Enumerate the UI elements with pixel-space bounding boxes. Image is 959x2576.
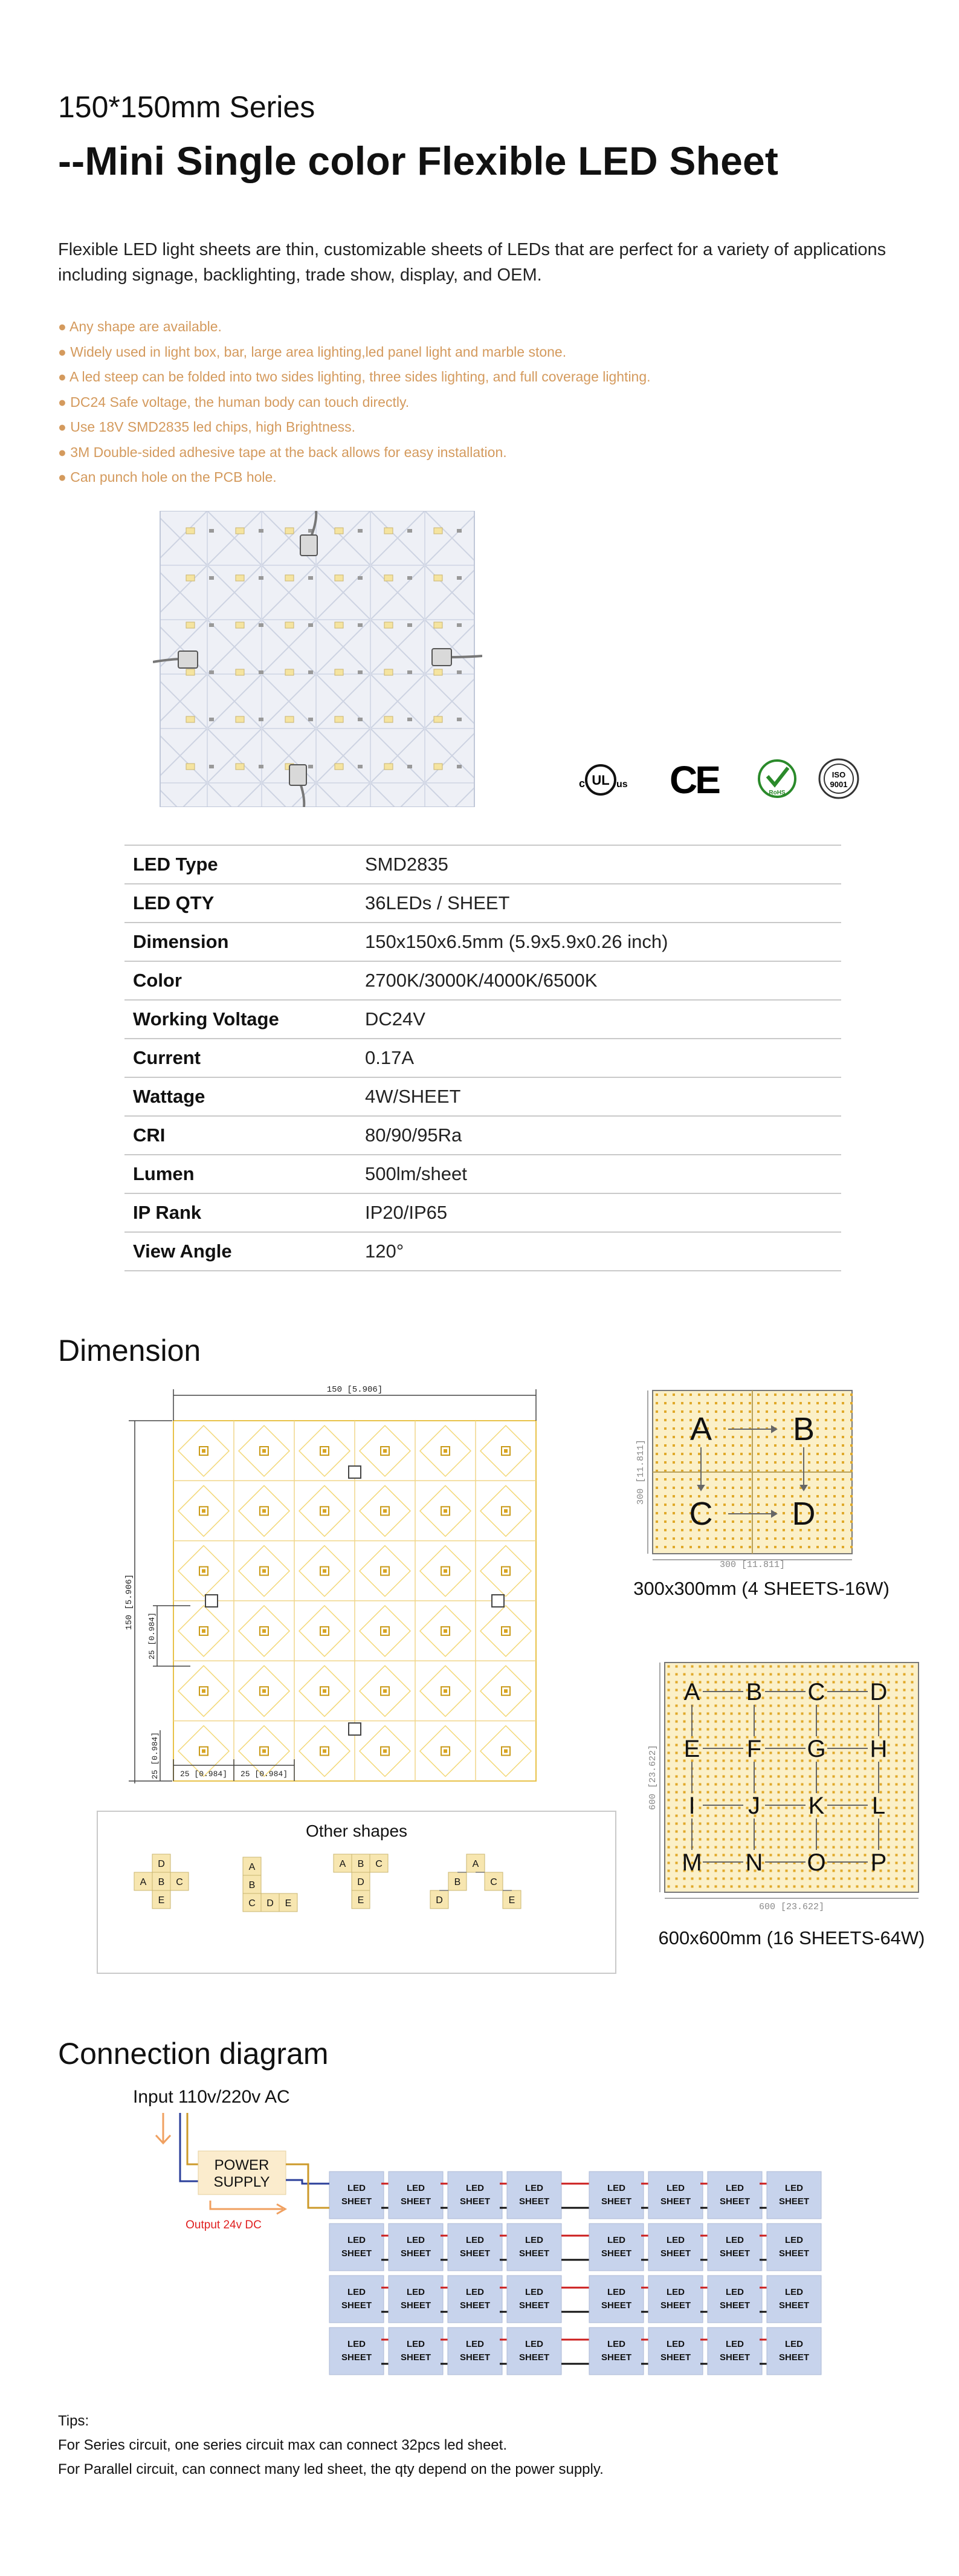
grid-4-sheets (628, 1384, 870, 1578)
other-shapes-diagram (104, 1848, 612, 1969)
svg-text:RoHS: RoHS (769, 790, 786, 796)
connection-diagram (121, 2080, 834, 2394)
bottom-edge-label: 25 [0.984] (179, 1770, 228, 1779)
shape-letter: A (472, 1859, 479, 1869)
led-sheet (648, 2276, 703, 2323)
grid-16-sheets (641, 1656, 931, 1916)
led-sheet-label: LED (726, 2183, 744, 2193)
led-sheet-label: LED (466, 2287, 484, 2297)
led-sheet-label: LED (525, 2183, 543, 2193)
shape-letter: B (454, 1877, 461, 1887)
tip-line: For Series circuit, one series circuit max can connect 32pcs led sheet. (58, 2437, 507, 2453)
product-led (434, 528, 442, 534)
spec-value: 36LEDs / SHEET (365, 892, 510, 913)
led-sheet-label: LED (466, 2339, 484, 2349)
led-sheet-label: SHEET (601, 2300, 632, 2311)
shape-letter: C (248, 1898, 256, 1909)
led-sheet-label: LED (466, 2235, 484, 2245)
intro-paragraph: Flexible LED light sheets are thin, customizable sheets of LEDs that are perfect for a variety of applications including signage, backlighting, trade show, display, and OEM. (58, 240, 886, 285)
product-resistor (407, 718, 412, 721)
product-resistor (457, 529, 462, 533)
product-led (285, 622, 294, 628)
shape-letter: E (357, 1895, 364, 1906)
product-resistor (358, 623, 363, 627)
led-sheet-label: LED (525, 2235, 543, 2245)
led-sheet-label: LED (667, 2287, 685, 2297)
product-led (236, 622, 244, 628)
grid4-letter: D (792, 1496, 816, 1532)
grid4-width-label: 300 [11.811] (719, 1560, 786, 1570)
led-sheet-label: SHEET (400, 2352, 431, 2363)
spec-label: CRI (133, 1124, 166, 1146)
grid16-letter: C (807, 1679, 825, 1705)
led-sheet-matrix (286, 2164, 821, 2375)
page-title: --Mini Single color Flexible LED Sheet (58, 138, 779, 183)
spec-row (124, 1000, 841, 1039)
spec-row (124, 1232, 841, 1271)
shape-letter: B (158, 1877, 165, 1887)
spec-label: Color (133, 970, 182, 991)
led-sheet (329, 2172, 384, 2219)
product-led (434, 716, 442, 722)
led-sheet (648, 2328, 703, 2375)
led-sheet-label: SHEET (660, 2196, 691, 2207)
led-sheet (389, 2276, 443, 2323)
spec-label: IP Rank (133, 1202, 202, 1223)
led-sheet-label: SHEET (400, 2300, 431, 2311)
top-dimension-label: 150 [5.906] (326, 1385, 383, 1395)
led-sheet (389, 2172, 443, 2219)
led-sheet-label: SHEET (660, 2248, 691, 2259)
led-sheet (507, 2276, 561, 2323)
spec-row (124, 1116, 841, 1155)
series-subtitle: 150*150mm Series (58, 90, 315, 124)
power-supply-label: SUPPLY (213, 2174, 270, 2190)
spec-label: Current (133, 1047, 201, 1068)
led-sheet-label: LED (407, 2183, 425, 2193)
spec-row (124, 961, 841, 1000)
led-sheet-label: LED (785, 2339, 803, 2349)
product-led (285, 575, 294, 581)
product-led (335, 622, 343, 628)
product-led (236, 528, 244, 534)
product-resistor (308, 765, 313, 768)
spec-value: DC24V (365, 1008, 425, 1030)
connection-heading: Connection diagram (58, 2037, 329, 2071)
product-photo (153, 511, 482, 807)
spec-value: 120° (365, 1241, 404, 1262)
product-resistor (457, 765, 462, 768)
spec-value: 500lm/sheet (365, 1163, 467, 1184)
shape-letter: C (490, 1877, 497, 1887)
led-sheet-label: SHEET (601, 2352, 632, 2363)
led-sheet-label: LED (607, 2287, 625, 2297)
product-led (186, 669, 195, 675)
pitch-dimension-label: 25 [0.984] (147, 1612, 157, 1660)
product-resistor (407, 670, 412, 674)
svg-text:c: c (579, 777, 586, 790)
product-led (434, 669, 442, 675)
led-sheet-label: LED (525, 2339, 543, 2349)
product-resistor (259, 529, 263, 533)
dimension-heading: Dimension (58, 1334, 201, 1367)
led-sheet-label: SHEET (778, 2248, 810, 2259)
product-led (434, 764, 442, 770)
product-resistor (308, 623, 313, 627)
grid16-letter: F (746, 1736, 762, 1762)
grid16-letter: A (683, 1679, 700, 1705)
input-label: Input 110v/220v AC (133, 2087, 290, 2107)
product-resistor (358, 670, 363, 674)
led-sheet-label: SHEET (778, 2352, 810, 2363)
spec-value: 0.17A (365, 1047, 415, 1068)
svg-text:UL: UL (592, 773, 610, 788)
product-led (384, 575, 393, 581)
led-sheet-label: LED (667, 2183, 685, 2193)
product-led (236, 716, 244, 722)
grid16-width-label: 600 [23.622] (758, 1902, 825, 1912)
dimension-board (173, 1421, 536, 1781)
shape-letter: B (357, 1859, 364, 1869)
grid4-caption: 300x300mm (4 SHEETS-16W) (633, 1578, 890, 1599)
product-resistor (259, 718, 263, 721)
led-sheet-label: SHEET (719, 2352, 751, 2363)
spec-label: Lumen (133, 1163, 195, 1184)
led-sheet (767, 2328, 821, 2375)
spec-value: 150x150x6.5mm (5.9x5.9x0.26 inch) (365, 931, 668, 952)
led-sheet-label: SHEET (341, 2352, 372, 2363)
grid16-letter: P (870, 1849, 887, 1876)
certification-logos (579, 756, 869, 804)
shape-letter: A (248, 1862, 256, 1872)
product-resistor (407, 765, 412, 768)
led-sheet (448, 2276, 502, 2323)
led-sheet (708, 2224, 762, 2271)
led-sheet-label: SHEET (459, 2300, 491, 2311)
led-sheet (589, 2328, 644, 2375)
product-resistor (358, 576, 363, 580)
product-led (186, 622, 195, 628)
iso-logo (819, 759, 858, 798)
shape-letter: D (158, 1859, 165, 1869)
product-led (335, 575, 343, 581)
led-sheet-label: LED (785, 2183, 803, 2193)
shape-letter: E (285, 1898, 292, 1909)
led-sheet-label: LED (347, 2183, 366, 2193)
shape-letter: C (375, 1859, 383, 1869)
grid16-letter: H (870, 1736, 888, 1762)
product-resistor (407, 623, 412, 627)
led-sheet-label: LED (607, 2183, 625, 2193)
product-led (434, 575, 442, 581)
spec-label: Working Voltage (133, 1008, 279, 1030)
led-sheet-label: SHEET (459, 2352, 491, 2363)
grid16-letter: D (870, 1679, 888, 1705)
led-sheet (448, 2172, 502, 2219)
grid16-caption: 600x600mm (16 SHEETS-64W) (658, 1927, 925, 1948)
feature-item: ● Can punch hole on the PCB hole. (58, 469, 277, 485)
product-led (285, 669, 294, 675)
shape-letter: D (357, 1877, 364, 1887)
shape-letter: C (176, 1877, 183, 1887)
product-led (186, 575, 195, 581)
edge-dimension-label: 25 [0.984] (150, 1731, 160, 1780)
led-sheet (448, 2224, 502, 2271)
led-sheet-label: SHEET (719, 2196, 751, 2207)
spec-row (124, 923, 841, 961)
product-resistor (457, 670, 462, 674)
feature-list (58, 314, 844, 490)
product-led (384, 716, 393, 722)
product-resistor (358, 718, 363, 721)
spec-label: View Angle (133, 1241, 232, 1262)
feature-item: ● 3M Double-sided adhesive tape at the back allows for easy installation. (58, 444, 507, 460)
grid16-letter: E (683, 1736, 700, 1762)
rohs-logo (759, 761, 795, 797)
svg-text:CE: CE (670, 758, 718, 802)
product-led (335, 669, 343, 675)
led-sheet-label: SHEET (518, 2352, 550, 2363)
grid4-letter: B (792, 1411, 815, 1447)
led-sheet-label: LED (407, 2339, 425, 2349)
led-sheet-label: SHEET (601, 2248, 632, 2259)
spec-row (124, 884, 841, 923)
led-sheet-label: SHEET (400, 2196, 431, 2207)
product-resistor (457, 718, 462, 721)
grid16-letter: G (807, 1736, 826, 1762)
led-sheet-label: SHEET (601, 2196, 632, 2207)
product-led (384, 528, 393, 534)
led-sheet-label: SHEET (518, 2300, 550, 2311)
product-resistor (209, 623, 214, 627)
led-sheet (767, 2224, 821, 2271)
led-sheet-label: SHEET (719, 2300, 751, 2311)
led-sheet (767, 2172, 821, 2219)
grid16-letter: J (748, 1792, 760, 1819)
product-resistor (209, 670, 214, 674)
product-led (186, 764, 195, 770)
product-resistor (308, 576, 313, 580)
led-sheet-label: LED (347, 2339, 366, 2349)
feature-item: ● DC24 Safe voltage, the human body can touch directly. (58, 394, 410, 410)
product-resistor (209, 718, 214, 721)
product-led (335, 528, 343, 534)
spec-row (124, 1155, 841, 1193)
product-led (186, 528, 195, 534)
spec-label: Dimension (133, 931, 229, 952)
spec-label: LED Type (133, 854, 218, 875)
led-sheet-label: LED (407, 2287, 425, 2297)
shape-letter: E (158, 1895, 165, 1906)
spec-table (124, 845, 841, 1271)
output-label: Output 24v DC (186, 2219, 262, 2231)
product-resistor (259, 765, 263, 768)
led-sheet-label: LED (785, 2287, 803, 2297)
led-sheet-label: LED (407, 2235, 425, 2245)
spec-value: IP20/IP65 (365, 1202, 448, 1223)
spec-value: 80/90/95Ra (365, 1124, 462, 1146)
grid4-letter: C (689, 1496, 713, 1532)
led-sheet-label: SHEET (719, 2248, 751, 2259)
led-sheet-label: LED (726, 2235, 744, 2245)
product-resistor (308, 718, 313, 721)
led-sheet (389, 2224, 443, 2271)
led-sheet-label: SHEET (400, 2248, 431, 2259)
led-sheet-label: LED (667, 2235, 685, 2245)
led-sheet (448, 2328, 502, 2375)
led-sheet-label: SHEET (778, 2300, 810, 2311)
spec-value: 2700K/3000K/4000K/6500K (365, 970, 598, 991)
led-sheet-label: LED (466, 2183, 484, 2193)
led-sheet-label: LED (525, 2287, 543, 2297)
grid16-letter: L (871, 1792, 886, 1819)
grid16-letter: M (682, 1849, 702, 1876)
product-resistor (308, 670, 313, 674)
product-resistor (407, 529, 412, 533)
product-resistor (407, 576, 412, 580)
shape-letter: D (266, 1898, 274, 1909)
shape-letter: E (508, 1895, 515, 1906)
product-resistor (209, 765, 214, 768)
product-resistor (457, 576, 462, 580)
led-sheet (329, 2276, 384, 2323)
product-led (285, 716, 294, 722)
led-sheet (389, 2328, 443, 2375)
led-sheet-label: SHEET (341, 2248, 372, 2259)
board-connector (349, 1466, 361, 1478)
led-sheet (648, 2224, 703, 2271)
led-sheet (589, 2224, 644, 2271)
product-resistor (457, 623, 462, 627)
led-sheet (507, 2172, 561, 2219)
feature-item: ● A led steep can be folded into two sides lighting, three sides lighting, and full coverage lighting. (58, 369, 651, 384)
grid16-letter: O (807, 1849, 826, 1876)
spec-row (124, 1039, 841, 1077)
led-sheet-label: SHEET (660, 2300, 691, 2311)
product-resistor (209, 529, 214, 533)
product-led (384, 669, 393, 675)
led-sheet (708, 2276, 762, 2323)
ce-logo (670, 758, 720, 802)
led-sheet-label: SHEET (459, 2196, 491, 2207)
product-resistor (259, 670, 263, 674)
grid16-letter: K (808, 1792, 825, 1819)
spec-row (124, 845, 841, 884)
svg-text:us: us (616, 779, 628, 790)
svg-text:ISO: ISO (831, 770, 846, 779)
led-sheet (589, 2276, 644, 2323)
shape-letter: A (339, 1859, 346, 1869)
spec-value: SMD2835 (365, 854, 448, 875)
tip-line: For Parallel circuit, can connect many led sheet, the qty depend on the power supply. (58, 2461, 604, 2477)
grid16-height-label: 600 [23.622] (648, 1744, 658, 1811)
product-led (285, 528, 294, 534)
shape-letter: D (436, 1895, 443, 1906)
spec-label: LED QTY (133, 892, 215, 913)
grid16-letter: N (745, 1849, 763, 1876)
spec-row (124, 1077, 841, 1116)
shape-letter: A (140, 1877, 147, 1887)
ul-logo (579, 765, 628, 794)
product-resistor (358, 529, 363, 533)
led-sheet-label: LED (726, 2339, 744, 2349)
led-sheet (708, 2172, 762, 2219)
spec-row (124, 1193, 841, 1232)
shape-letter: B (248, 1880, 256, 1890)
led-sheet-label: SHEET (459, 2248, 491, 2259)
led-sheet-label: LED (667, 2339, 685, 2349)
board-connector (349, 1723, 361, 1735)
other-shapes-panel (97, 1811, 616, 1974)
bottom-pitch-label: 25 [0.984] (240, 1770, 288, 1779)
led-sheet-label: LED (607, 2339, 625, 2349)
product-led (335, 764, 343, 770)
other-shapes-title: Other shapes (305, 1822, 408, 1840)
product-led (384, 622, 393, 628)
product-resistor (259, 576, 263, 580)
product-led (236, 575, 244, 581)
product-resistor (259, 623, 263, 627)
feature-item: ● Widely used in light box, bar, large area lighting,led panel light and marble stone. (58, 343, 567, 360)
svg-text:9001: 9001 (830, 780, 848, 789)
spec-label: Wattage (133, 1086, 205, 1107)
grid16-letter: B (746, 1679, 763, 1705)
led-sheet-label: SHEET (518, 2196, 550, 2207)
led-sheet-label: LED (607, 2235, 625, 2245)
tips-title: Tips: (58, 2413, 89, 2429)
led-sheet (507, 2224, 561, 2271)
led-sheet (648, 2172, 703, 2219)
board-connector (492, 1595, 504, 1607)
product-led (236, 764, 244, 770)
product-resistor (209, 576, 214, 580)
led-sheet (329, 2224, 384, 2271)
grid4-height-label: 300 [11.811] (636, 1439, 646, 1505)
led-sheet-label: LED (726, 2287, 744, 2297)
feature-item: ● Use 18V SMD2835 led chips, high Brightness. (58, 419, 356, 435)
grid4-letter: A (689, 1411, 712, 1447)
led-sheet (329, 2328, 384, 2375)
led-sheet (507, 2328, 561, 2375)
product-led (186, 716, 195, 722)
tips-block (58, 2409, 904, 2482)
led-sheet (767, 2276, 821, 2323)
product-led (384, 764, 393, 770)
dimension-drawing (124, 1384, 547, 1783)
led-sheet (708, 2328, 762, 2375)
product-led (335, 716, 343, 722)
power-supply-label: POWER (214, 2157, 270, 2173)
led-sheet-label: LED (785, 2235, 803, 2245)
spec-value: 4W/SHEET (365, 1086, 461, 1107)
led-sheet-label: LED (347, 2235, 366, 2245)
product-led (434, 622, 442, 628)
grid16-letter: I (688, 1792, 696, 1819)
board-connector (205, 1595, 218, 1607)
left-dimension-label: 150 [5.906] (124, 1574, 134, 1630)
led-sheet (589, 2172, 644, 2219)
led-sheet-label: SHEET (660, 2352, 691, 2363)
led-sheet-label: LED (347, 2287, 366, 2297)
led-sheet-label: SHEET (518, 2248, 550, 2259)
led-sheet-label: SHEET (778, 2196, 810, 2207)
led-sheet-label: SHEET (341, 2300, 372, 2311)
product-resistor (358, 765, 363, 768)
led-sheet-label: SHEET (341, 2196, 372, 2207)
product-led (236, 669, 244, 675)
feature-item: ● Any shape are available. (58, 319, 222, 334)
